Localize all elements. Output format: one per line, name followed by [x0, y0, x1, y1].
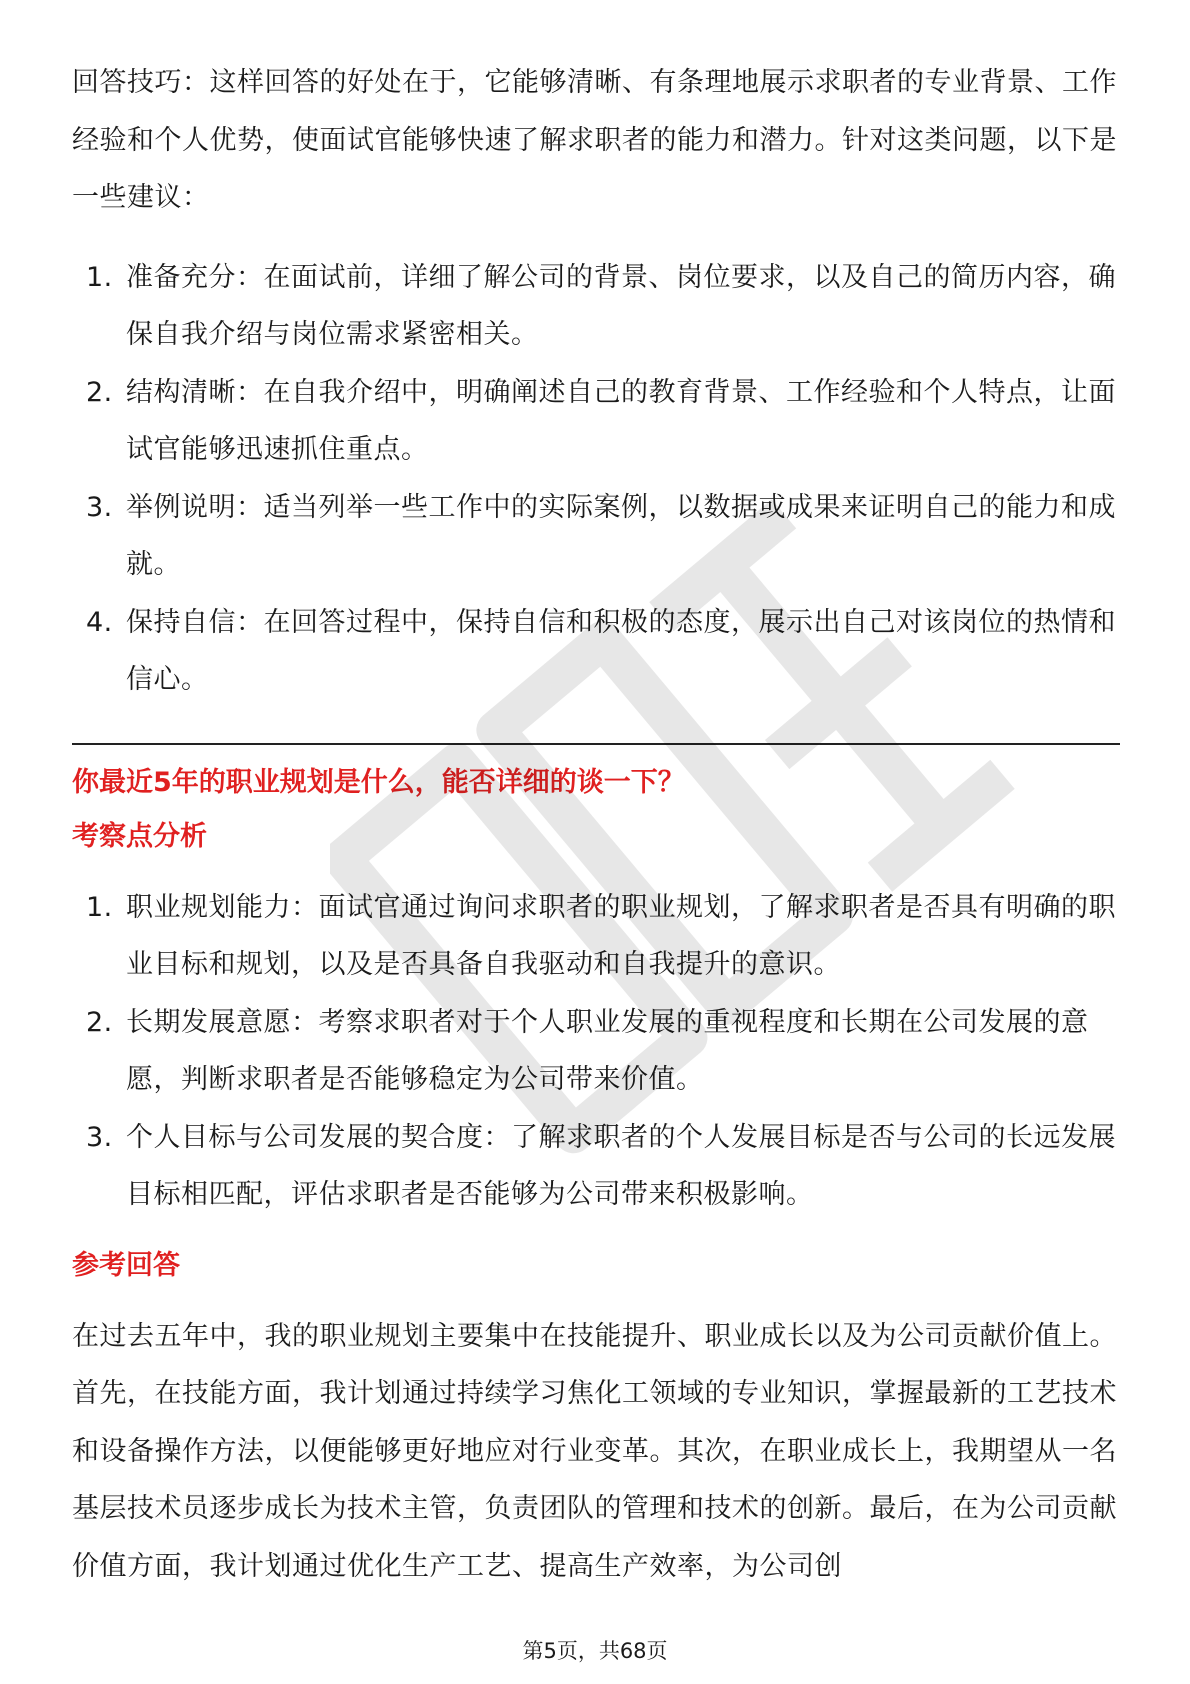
- list-item: [72, 479, 1120, 594]
- section-divider: [72, 743, 1120, 745]
- list-item: [72, 594, 1120, 709]
- list-item-text: 职业规划能力：面试官通过询问求职者的职业规划，了解求职者是否具有明确的职业目标和规划，以及是否具备自我驱动和自我提升的意识。: [126, 891, 1116, 980]
- list-item: [72, 364, 1120, 479]
- list-item-text: 个人目标与公司发展的契合度：了解求职者的个人发展目标是否与公司的长远发展目标相匹配，评估求职者是否能够为公司带来积极影响。: [126, 1121, 1116, 1210]
- analysis-list: [72, 879, 1120, 1224]
- list-item-text: 保持自信：在回答过程中，保持自信和积极的态度，展示出自己对该岗位的热情和信心。: [126, 606, 1116, 695]
- list-number: 2.: [86, 376, 113, 408]
- page-footer: 第5页，共68页: [522, 1639, 668, 1663]
- list-item-text: 长期发展意愿：考察求职者对于个人职业发展的重视程度和长期在公司发展的意愿，判断求职者是否能够稳定为公司带来价值。: [126, 1006, 1089, 1095]
- list-item-text: 举例说明：适当列举一些工作中的实际案例，以数据或成果来证明自己的能力和成就。: [126, 491, 1116, 580]
- question-title: 你最近5年的职业规划是什么，能否详细的谈一下？: [72, 766, 685, 798]
- list-number: 3.: [86, 1121, 113, 1153]
- list-item-text: 准备充分：在面试前，详细了解公司的背景、岗位要求，以及自己的简历内容，确保自我介绍与岗位需求紧密相关。: [126, 261, 1116, 350]
- list-item-text: 结构清晰：在自我介绍中，明确阐述自己的教育背景、工作经验和个人特点，让面试官能够迅速抓住重点。: [126, 376, 1116, 465]
- list-number: 3.: [86, 491, 113, 523]
- answer-paragraph: 在过去五年中，我的职业规划主要集中在技能提升、职业成长以及为公司贡献价值上。首先，在技能方面，我计划通过持续学习焦化工领域的专业知识，掌握最新的工艺技术和设备操作方法，以便能够更好地应对行业变革。其次，在职业成长上，我期望从一名基层技术员逐步成长为技术主管，负责团队的管理和技术的创新。最后，在为公司贡献价值方面，我计划通过优化生产工艺、提高生产效率，为公司创: [72, 1320, 1117, 1582]
- list-item: [72, 879, 1120, 994]
- tips-list: [72, 249, 1120, 709]
- document-page: [72, 54, 1120, 1595]
- list-item: [72, 249, 1120, 364]
- list-number: 1.: [86, 891, 113, 923]
- analysis-heading: 考察点分析: [72, 820, 207, 852]
- list-number: 2.: [86, 1006, 113, 1038]
- list-item: [72, 1109, 1120, 1224]
- list-item: [72, 994, 1120, 1109]
- list-number: 1.: [86, 261, 113, 293]
- answer-heading: 参考回答: [72, 1249, 180, 1281]
- intro-paragraph: 回答技巧：这样回答的好处在于，它能够清晰、有条理地展示求职者的专业背景、工作经验和个人优势，使面试官能够快速了解求职者的能力和潜力。针对这类问题，以下是一些建议：: [72, 67, 1117, 213]
- list-number: 4.: [86, 606, 113, 638]
